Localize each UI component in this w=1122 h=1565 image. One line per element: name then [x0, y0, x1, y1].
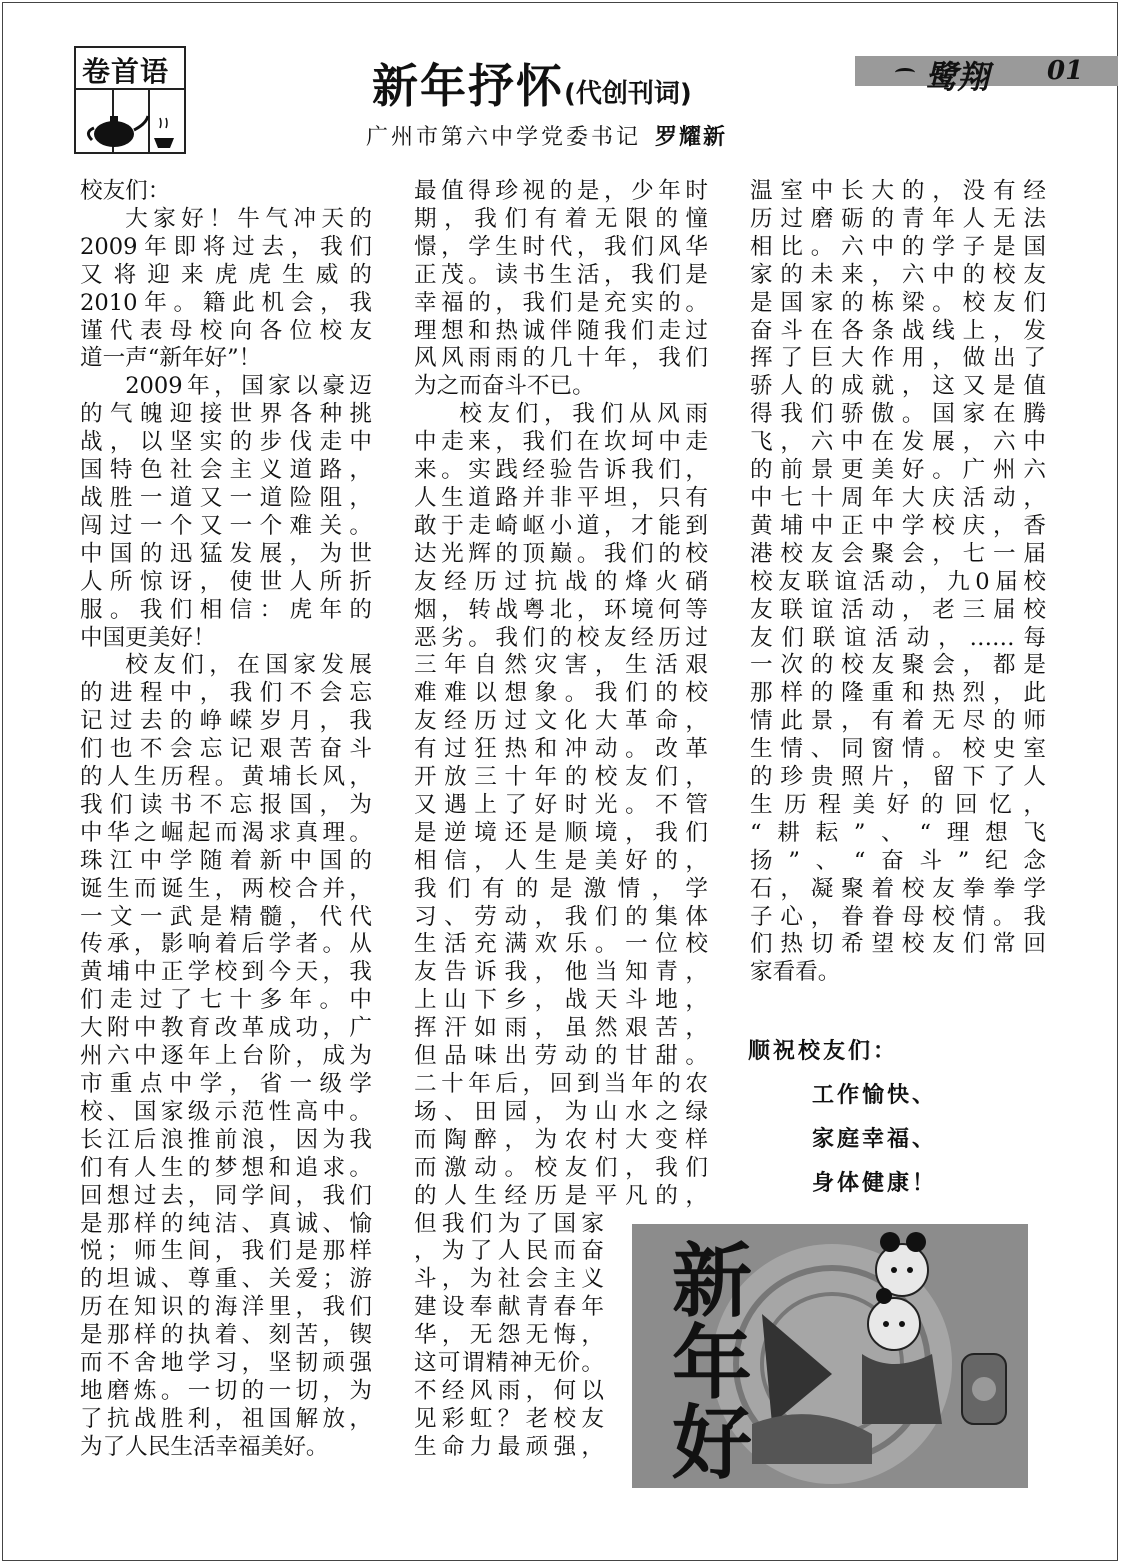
text-line: 我们有的是激情，学: [414, 875, 708, 902]
text-line: 开放三十年的校友们，: [414, 764, 708, 791]
text-line: 友经历过抗战的烽火硝: [414, 568, 708, 595]
text-line: 的珍贵照片，留下了人: [750, 764, 1046, 791]
closing-wish: 身体健康！: [812, 1171, 938, 1196]
text-line: 又将迎来虎虎生威的: [80, 261, 372, 288]
text-line: 温室中长大的，没有经: [750, 178, 1046, 204]
text-line: 们也不会忘记艰苦奋斗: [80, 736, 372, 763]
text-line: 的前景更美好。广州六: [750, 457, 1046, 484]
text-line: 诞生而诞生，两校合并，: [80, 875, 372, 902]
text-line: 们走过了七十多年。中: [80, 987, 372, 1014]
page-number: 01: [1047, 56, 1084, 86]
text-line: 家的未来，六中的校友: [750, 261, 1046, 288]
text-line: ，为了人民而奋: [414, 1238, 604, 1265]
text-line: 敢于走崎岖小道，才能到: [414, 512, 708, 539]
text-line: 校友们，在国家发展: [125, 652, 372, 679]
new-year-illustration: [632, 1224, 1028, 1488]
text-column-3: [750, 178, 1046, 987]
text-line: 战，以坚实的步伐走中: [80, 429, 372, 456]
picture-char: 好: [672, 1397, 752, 1488]
text-line: 一次的校友聚会，都是: [750, 652, 1046, 679]
text-line: 一文一武是精髓，代代: [80, 903, 372, 930]
text-line: 的人生经历是平凡的，: [414, 1182, 708, 1209]
text-line: 校友联谊活动，九0届校: [750, 568, 1046, 595]
text-line: 国特色社会主义道路，: [80, 457, 372, 484]
text-line: 这可谓精神无价。: [414, 1350, 604, 1377]
column-label-box: [74, 46, 186, 154]
text-line: 习、劳动，我们的集体: [414, 903, 708, 930]
text-line: 的人生历程。黄埔长风，: [80, 764, 372, 791]
picture-char: 新: [672, 1235, 752, 1328]
text-line: 而激动。校友们，我们: [414, 1154, 708, 1181]
text-line: 难难以想象。我们的校: [414, 680, 708, 707]
text-line: 情此景，有着无尽的师: [750, 708, 1046, 735]
text-line: 人生道路并非平坦，只有: [414, 484, 708, 511]
text-line: 生情、同窗情。校史室: [750, 736, 1046, 763]
text-line: 相信，人生是美好的，: [414, 847, 708, 874]
text-line: 又遇上了好时光。不管: [414, 791, 708, 818]
ornament-icon: [895, 68, 915, 77]
title-note: (代创刊词): [564, 79, 692, 109]
text-line: 的坦诚、尊重、关爱；游: [80, 1266, 372, 1293]
text-line: 恶劣。我们的校友经历过: [414, 624, 708, 651]
text-line: 斗，为社会主义: [414, 1266, 604, 1293]
text-line: 黄埔中正中学校庆，香: [750, 512, 1046, 539]
text-line: 是逆境还是顺境，我们: [414, 819, 708, 846]
text-line: 历过磨砺的青年人无法: [750, 205, 1046, 232]
text-line: 为之而奋斗不已。: [414, 373, 595, 400]
text-line: 市重点中学，省一级学: [80, 1071, 372, 1097]
text-line: 来。实践经验告诉我们，: [414, 457, 708, 484]
text-line: 黄埔中正学校到今天，我: [80, 959, 372, 986]
text-line: 骄人的成就，这又是值: [750, 373, 1046, 400]
text-line: 扬”、“奋斗”纪念: [750, 847, 1046, 874]
column-label: 卷首语: [82, 55, 170, 88]
text-line: 而不舍地学习，坚韧顽强: [80, 1350, 372, 1377]
text-line: 友经历过文化大革命，: [414, 708, 708, 735]
text-line: 相比。六中的学子是国: [750, 233, 1046, 260]
text-line: 最值得珍视的是，少年时: [414, 178, 708, 204]
text-line: 珠江中学随着新中国的: [80, 847, 372, 874]
text-line: 港校友会聚会，七一届: [750, 540, 1046, 567]
text-line: 场、田园，为山水之绿: [414, 1098, 708, 1125]
text-line: 正茂。读书生活，我们是: [414, 261, 708, 288]
text-line: 回想过去，同学间，我们: [80, 1182, 372, 1209]
byline: [366, 120, 727, 151]
text-line: 中华之崛起而渴求真理。: [80, 819, 372, 846]
text-line: 闯过一个又一个难关。: [80, 512, 372, 539]
text-line: 石，凝聚着校友拳拳学: [750, 875, 1046, 902]
text-line: 校友们，我们从风雨: [459, 401, 708, 428]
text-line: 道一声“新年好”！: [80, 345, 262, 372]
masthead: [855, 56, 1118, 96]
text-line: 的进程中，我们不会忘: [80, 680, 372, 707]
text-line: 生历程美好的回忆，: [750, 791, 1046, 818]
text-line: 期，我们有着无限的憧: [414, 205, 708, 232]
text-line: 二十年后，回到当年的农: [414, 1071, 708, 1097]
text-line: 友们联谊活动，……每: [750, 624, 1046, 651]
text-line: 地磨炼。一切的一切，为: [80, 1377, 372, 1404]
text-line: 友告诉我，他当知青，: [414, 959, 708, 986]
text-line: 中走来，我们在坎坷中走: [414, 429, 708, 456]
text-line: 是国家的栋梁。校友们: [750, 289, 1046, 316]
text-line: 但品味出劳动的甘甜。: [414, 1043, 708, 1070]
text-line: 风风雨雨的几十年，我们: [414, 345, 708, 372]
text-line: 憬，学生时代，我们风华: [414, 233, 708, 260]
text-line: 了抗战胜利，祖国解放，: [80, 1405, 372, 1432]
text-line: 大家好！牛气冲天的: [125, 205, 372, 232]
text-line: 不经风雨，何以: [414, 1377, 604, 1404]
text-line: 建设奉献青春年: [414, 1294, 604, 1321]
text-line: 幸福的，我们是充实的。: [414, 289, 708, 316]
text-line: 挥汗如雨，虽然艰苦，: [414, 1015, 708, 1042]
text-line: 2009年，国家以豪迈: [125, 373, 372, 400]
text-line: 2010年。籍此机会，我: [80, 289, 372, 316]
text-line: 见彩虹？老校友: [414, 1405, 604, 1432]
closing-wish: 工作愉快、: [812, 1083, 938, 1108]
author-name: 罗耀新: [655, 125, 728, 150]
title-main: 新年抒怀: [372, 59, 564, 113]
text-line: 记过去的峥嵘岁月，我: [80, 708, 372, 735]
text-line: 达光辉的顶巅。我们的校: [414, 540, 708, 567]
text-line: 们热切希望校友们常回: [750, 931, 1046, 958]
text-line: 是那样的纯洁、真诚、愉: [80, 1210, 372, 1237]
text-line: 我们读书不忘报国，为: [80, 791, 372, 818]
closing-wish: 家庭幸福、: [812, 1127, 938, 1152]
text-line: 州六中逐年上台阶，成为: [80, 1043, 372, 1070]
text-line: 是那样的执着、刻苦，锲: [80, 1322, 372, 1349]
closing-greeting: 顺祝校友们：: [748, 1039, 899, 1064]
text-line: 中国的迅猛发展，为世: [80, 540, 372, 567]
closing-wishes: [748, 1034, 937, 1210]
text-line: 烟，转战粤北，环境何等: [414, 596, 708, 623]
text-line: 华，无怨无悔，: [414, 1322, 604, 1349]
teapot-icon: [82, 108, 182, 152]
text-line: 友联谊活动，老三届校: [750, 596, 1046, 623]
text-line: 中七十周年大庆活动，: [750, 484, 1046, 511]
text-column-1: [80, 178, 372, 1462]
text-line: 校、国家级示范性高中。: [80, 1098, 372, 1125]
text-line: 长江后浪推前浪，因为我: [80, 1126, 372, 1153]
grid-line: [76, 88, 184, 90]
text-line: 战胜一道又一道险阻，: [80, 484, 372, 511]
text-line: 大附中教育改革成功，广: [80, 1015, 372, 1042]
text-line: 飞，六中在发展，六中: [750, 429, 1046, 456]
text-line: 而陶醉，为农村大变样: [414, 1126, 708, 1153]
author-role: 广州市第六中学党委书记: [366, 125, 642, 150]
text-line: 理想和热诚伴随我们走过: [414, 317, 708, 344]
text-line: 悦；师生间，我们是那样: [80, 1238, 372, 1265]
text-line: 谨代表母校向各位校友: [80, 317, 372, 344]
masthead-name: 鹭翔: [925, 58, 990, 96]
text-line: 们有人生的梦想和追求。: [80, 1154, 372, 1181]
text-line: 有过狂热和冲动。改革: [414, 736, 708, 763]
text-line: 的气魄迎接世界各种挑: [80, 401, 372, 428]
text-line: “耕耘”、“理想飞: [750, 819, 1046, 846]
text-line: 历在知识的海洋里，我们: [80, 1294, 372, 1321]
text-line: 但我们为了国家: [414, 1210, 604, 1237]
article-title: [372, 50, 692, 116]
text-line: 生活充满欢乐。一位校: [414, 931, 708, 958]
text-line: 校友们：: [80, 178, 171, 204]
text-line: 生命力最顽强，: [414, 1433, 604, 1460]
text-line: 2009年即将过去，我们: [80, 233, 372, 260]
text-line: 得我们骄傲。国家在腾: [750, 401, 1046, 428]
text-line: 人所惊讶，使世人所折: [80, 568, 372, 595]
text-line: 挥了巨大作用，做出了: [750, 345, 1046, 372]
text-line: 家看看。: [750, 959, 841, 986]
text-line: 奋斗在各条战线上，发: [750, 317, 1046, 344]
picture-char: 年: [672, 1317, 752, 1410]
text-line: 服。我们相信：虎年的: [80, 596, 372, 623]
text-line: 上山下乡，战天斗地，: [414, 987, 708, 1014]
text-line: 中国更美好！: [80, 624, 216, 651]
text-line: 那样的隆重和热烈，此: [750, 680, 1046, 707]
text-line: 传承，影响着后学者。从: [80, 931, 372, 958]
text-line: 三年自然灾害，生活艰: [414, 652, 708, 679]
text-line: 子心，眷眷母校情。我: [750, 903, 1046, 930]
text-line: 为了人民生活幸福美好。: [80, 1433, 329, 1460]
